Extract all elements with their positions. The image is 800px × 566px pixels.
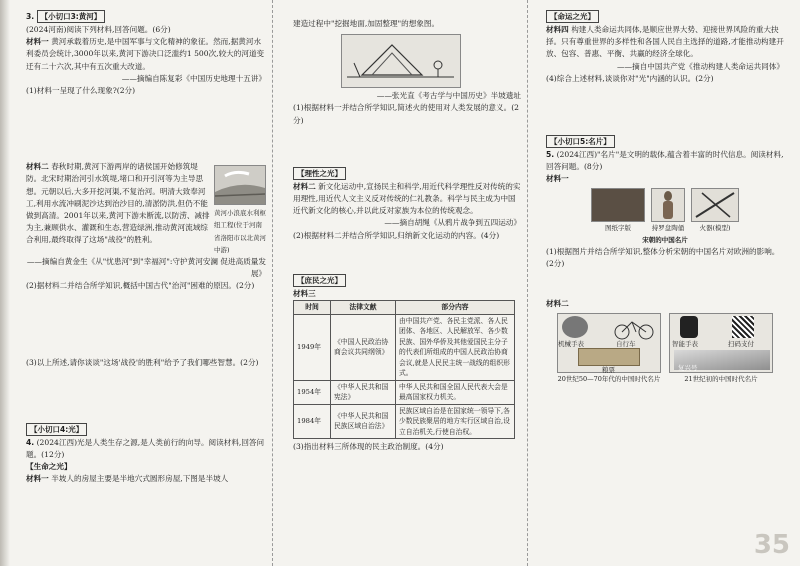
firearm-photo bbox=[691, 188, 739, 222]
hut-drawing-icon bbox=[342, 35, 460, 87]
table-cell: 中华人民共和国全国人民代表大会是最高国家权力机关。 bbox=[396, 380, 515, 404]
figure-caption: 宋朝的中国名片 bbox=[642, 235, 688, 244]
banpo-house-figure bbox=[341, 34, 461, 88]
sub-question: (1)材料一呈现了什么现象?(2分) bbox=[26, 86, 136, 96]
material-text: 春秋时期,黄河下游两岸的诸侯国开始修筑堤防。北宋时期治河引水筑堤,堵口和开引河等为主导思想。元朝以后,大多开挖河渠,不复治河。明清大致奉河工,利用水流冲刷泥沙达到治沙目的,清淤防洪,但仍不能做到高清。2001年以来,黄河下游未断流,以防涝、减排为主,兼顾供水、灌溉和生态,营造绿洲,推动黄河流域综合利用,最终取得了这场"战役"的胜利。 bbox=[26, 162, 210, 245]
image-source: ——张光直《考古学与中国历史》半坡遗址 bbox=[376, 91, 521, 101]
question-4 bbox=[26, 421, 266, 486]
artifact-label: 图纸字版 bbox=[605, 223, 631, 232]
table-cell: 1949年 bbox=[294, 314, 331, 380]
question-intro: (2024河南)阅读下列材料,回答问题。(6分) bbox=[26, 25, 171, 34]
item-label: 智能手表 bbox=[672, 339, 698, 348]
material-label: 材料二 bbox=[293, 181, 316, 191]
table-cell: 1984年 bbox=[294, 404, 331, 439]
material-source: ——摘编自陈复彩《中国历史地理十五讲》 bbox=[121, 73, 266, 83]
sub-question: (2)根据材料二并结合所学知识,归纳新文化运动的内容。(4分) bbox=[293, 230, 500, 240]
sub-question: (3)指出材料三所体现的民主政治制度。(4分) bbox=[293, 442, 444, 452]
answer-space[interactable] bbox=[26, 97, 266, 161]
table-cell: 《中国人民政治协商会议共同纲领》 bbox=[331, 314, 396, 380]
item-label: 扫码支付 bbox=[728, 339, 754, 348]
figurine-icon bbox=[652, 189, 684, 221]
law-table bbox=[293, 300, 515, 439]
table-cell: 《中华人民共和国民族区域自治法》 bbox=[331, 404, 396, 439]
dam-illustration-icon bbox=[215, 166, 265, 204]
sub-question: (2)据材料二并结合所学知识,概括中国古代"治河"困难的原因。(2分) bbox=[26, 281, 255, 291]
answer-space[interactable] bbox=[293, 242, 521, 272]
material-text: 黄河承载着历史,是中国军事与文化精神的象征。然而,据黄河水利委员会统计,3000年以来,黄河下游决口泛滥约1 500次,较大的河道变迁有二十六次,其中有五次重大改道。 bbox=[26, 37, 265, 71]
figure-caption: 21世纪初的中国时代名片 bbox=[684, 374, 758, 383]
sub-question: (1)根据图片并结合所学知识,整体分析宋朝的中国名片对欧洲的影响。(2分) bbox=[546, 247, 780, 269]
material-text: 构建人类命运共同体,是顺应世界大势、迎接世界风险的重大抉择。只有尊重世界的多样性和各国人民自主选择的道路,才能推动构建开放、包容、普惠、平衡、共赢的经济全球化。 bbox=[546, 25, 784, 59]
question-number: 3. bbox=[26, 12, 35, 21]
column-right bbox=[527, 0, 800, 566]
subsection-title: 【庶民之光】 bbox=[293, 274, 346, 287]
paper-money-photo bbox=[591, 188, 645, 222]
answer-space[interactable] bbox=[293, 127, 521, 165]
table-header: 时间 bbox=[294, 301, 331, 315]
item-label: 粮票 bbox=[602, 365, 615, 374]
section-tag: 【小切口5:名片】 bbox=[546, 135, 615, 148]
item-label: 自行车 bbox=[616, 339, 636, 348]
page-number: 35 bbox=[753, 530, 790, 560]
subsection-title: 【生命之光】 bbox=[26, 462, 72, 472]
table-cell: 民族区域自治是在国家统一领导下,各少数民族聚居的地方实行区域自治,设立自治机关,行使自治权。 bbox=[396, 404, 515, 439]
artifact-label: 持罗盘陶俑 bbox=[651, 223, 685, 232]
table-row bbox=[294, 314, 515, 380]
question-number: 4. bbox=[26, 437, 35, 447]
question-intro: (2024江西)"名片"是文明的载体,蕴含着丰富的时代信息。阅读材料,回答问题。(8分) bbox=[546, 150, 784, 172]
table-row bbox=[294, 380, 515, 404]
subsection-title: 【理性之光】 bbox=[293, 167, 346, 180]
material-label: 材料一 bbox=[26, 37, 49, 47]
figurine-photo bbox=[651, 188, 685, 222]
new-era-photos bbox=[669, 313, 773, 373]
item-label: 复兴号 bbox=[678, 363, 698, 372]
material-label: 材料二 bbox=[26, 162, 49, 172]
table-header: 部分内容 bbox=[396, 301, 515, 315]
table-cell: 由中国共产党、各民主党派、各人民团体、各地区、人民解放军、各少数民族、国外华侨及其他爱国民主分子的代表们所组成的中国人民政治协商会议,就是人民民主统一战线的组织形式。 bbox=[396, 314, 515, 380]
sub-question: (4)综合上述材料,谈谈你对"光"内涵的认识。(2分) bbox=[546, 73, 714, 83]
watch-icon bbox=[562, 316, 588, 338]
section-tag: 【小切口3:黄河】 bbox=[37, 10, 106, 23]
firearm-icon bbox=[692, 189, 738, 221]
question-number: 5. bbox=[546, 150, 555, 160]
item-label: 机械手表 bbox=[558, 339, 584, 348]
old-era-photos bbox=[557, 313, 661, 373]
figure-caption: 20世纪50—70年代的中国时代名片 bbox=[557, 374, 661, 383]
material-label: 材料一 bbox=[26, 474, 49, 484]
material-source: ——摘自中国共产党《推动构建人类命运共同体》 bbox=[616, 61, 784, 71]
material-source: ——摘自胡绳《从鸦片战争到五四运动》 bbox=[384, 218, 521, 228]
sub-question: (1)根据材料一并结合所学知识,简述火的使用对人类发展的意义。(2分) bbox=[293, 103, 519, 125]
answer-space[interactable] bbox=[26, 369, 266, 421]
table-row bbox=[294, 404, 515, 439]
artifact-label: 火器(模型) bbox=[699, 223, 731, 232]
table-cell: 《中华人民共和国宪法》 bbox=[331, 380, 396, 404]
smartwatch-icon bbox=[680, 316, 698, 338]
qr-code-icon bbox=[732, 316, 754, 338]
song-artifacts bbox=[546, 188, 784, 234]
continued-text: 建造过程中"挖掘地面,加固整理"的想象图。 bbox=[293, 19, 440, 28]
answer-space[interactable] bbox=[546, 270, 784, 298]
section-tag: 【小切口4:光】 bbox=[26, 423, 87, 436]
bicycle-icon bbox=[612, 318, 656, 340]
column-left bbox=[0, 0, 272, 566]
material-text: 半坡人的房屋主要是半地穴式圆形房屋,下图是半坡人 bbox=[51, 474, 229, 484]
photo-caption: 黄河小浪底水利枢纽工程(位于河南省洛阳市以北黄河中游) bbox=[214, 209, 266, 254]
question-intro: (2024江西)光是人类生存之源,是人类前行的向导。阅读材料,回答问题。(12分) bbox=[26, 437, 265, 460]
material-label: 材料二 bbox=[546, 299, 569, 309]
answer-space[interactable] bbox=[26, 293, 266, 357]
dam-photo bbox=[214, 165, 266, 205]
era-namecards bbox=[546, 313, 784, 385]
material-label: 材料一 bbox=[546, 174, 569, 184]
question-3 bbox=[26, 8, 266, 421]
sub-question: (3)以上所述,请你谈谈"这场'战役'的胜利"给予了我们哪些智慧。(2分) bbox=[26, 357, 259, 367]
material-source: ——摘编自黄金生《从"忧患河"到"幸福河":守护黄河安澜 促进高质量发展》 bbox=[26, 257, 266, 279]
material-text: 新文化运动中,宣扬民主和科学,用近代科学理性反对传统的实用理性,用近代人文主义反对传统的仁礼教条。科学与民主成为中国近代新文化的核心,并以此反对家族为本位的传统观念。 bbox=[293, 181, 521, 216]
subsection-title: 【命运之光】 bbox=[546, 10, 599, 23]
table-cell: 1954年 bbox=[294, 380, 331, 404]
material-label: 材料四 bbox=[546, 25, 569, 34]
column-middle bbox=[272, 0, 527, 566]
table-header: 法律文献 bbox=[331, 301, 396, 315]
material-label: 材料三 bbox=[293, 288, 316, 298]
answer-space[interactable] bbox=[546, 85, 784, 133]
